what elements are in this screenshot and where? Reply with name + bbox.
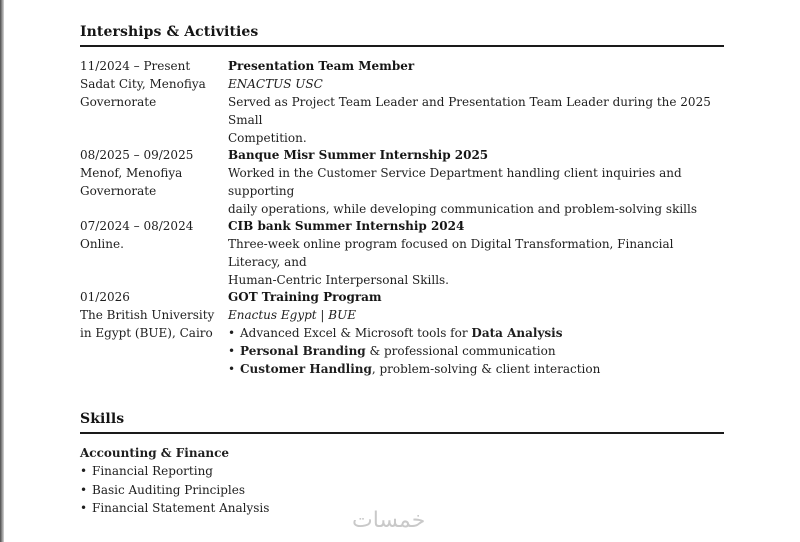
entry-meta — [80, 288, 228, 378]
skill-item: • Financial Statement Analysis — [80, 499, 724, 518]
entry-description: Competition. — [228, 131, 307, 145]
bullet-emphasis: Personal Branding — [240, 344, 366, 358]
bullet-item — [228, 324, 724, 342]
section-divider — [80, 432, 724, 434]
entry-details — [228, 146, 724, 218]
section-title-skills: Skills — [80, 411, 125, 427]
entry-date: 11/2024 – Present — [80, 59, 191, 73]
experience-entry — [80, 57, 724, 147]
entry-meta — [80, 217, 228, 289]
internships-section — [80, 23, 724, 47]
experience-entry — [80, 146, 724, 218]
skill-category: Accounting & Finance — [80, 446, 230, 460]
entry-meta — [80, 146, 228, 218]
entry-location: Governorate — [80, 184, 157, 198]
bullet-emphasis: Customer Handling — [240, 362, 372, 376]
bullet-text: Advanced Excel & Microsoft tools for — [240, 326, 472, 340]
bullet-text: & professional communication — [365, 344, 556, 358]
skill-item: • Basic Auditing Principles — [80, 481, 724, 500]
entry-date: 01/2026 — [80, 290, 130, 304]
entry-description: Human-Centric Interpersonal Skills. — [228, 273, 449, 287]
entry-description: Three-week online program focused on Digital Transformation, Financial Literacy, and — [228, 237, 674, 269]
entry-role: CIB bank Summer Internship 2024 — [228, 219, 465, 233]
entry-organization: Enactus Egypt | BUE — [228, 308, 356, 322]
entry-meta — [80, 57, 228, 147]
entry-description: Served as Project Team Leader and Presentation Team Leader during the 2025 Small — [228, 95, 711, 127]
entry-location: Sadat City, Menofiya — [80, 77, 206, 91]
entry-description: daily operations, while developing communication and problem-solving skills — [228, 202, 698, 216]
entry-location: in Egypt (BUE), Cairo — [80, 326, 213, 340]
entry-location: Governorate — [80, 95, 157, 109]
bullet-text: , problem-solving & client interaction — [371, 362, 601, 376]
watermark-logo: خمسات — [352, 508, 426, 533]
section-title-internships: Interships & Activities — [80, 24, 259, 40]
bullet-item — [228, 342, 724, 360]
entry-details — [228, 288, 724, 378]
entry-role: Banque Misr Summer Internship 2025 — [228, 148, 489, 162]
entry-description: Worked in the Customer Service Department handling client inquiries and supporting — [228, 166, 682, 198]
entry-location: The British University — [80, 308, 215, 322]
skill-item: • Financial Reporting — [80, 462, 724, 481]
section-divider — [80, 45, 724, 47]
entry-date: 08/2025 – 09/2025 — [80, 148, 194, 162]
experience-entry — [80, 217, 724, 289]
bullet-emphasis: Data Analysis — [471, 326, 563, 340]
skills-section — [80, 410, 724, 434]
bullet-item — [228, 360, 724, 378]
entry-location: Online. — [80, 237, 124, 251]
entry-organization: ENACTUS USC — [228, 77, 323, 91]
entry-details — [228, 57, 724, 147]
experience-entry — [80, 288, 724, 378]
entry-location: Menof, Menofiya — [80, 166, 183, 180]
skills-list — [80, 444, 724, 518]
entry-details — [228, 217, 724, 289]
page-edge-shadow — [0, 0, 4, 542]
entry-role: GOT Training Program — [228, 290, 382, 304]
entry-date: 07/2024 – 08/2024 — [80, 219, 194, 233]
entry-role: Presentation Team Member — [228, 59, 415, 73]
